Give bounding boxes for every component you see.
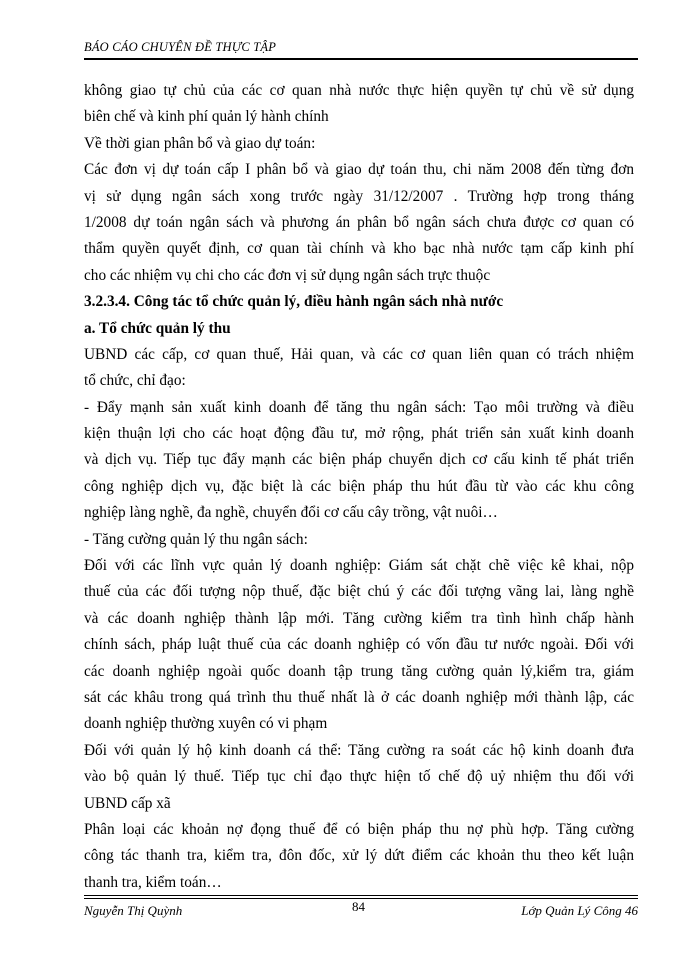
page-header: [84, 40, 638, 60]
text-line: và các doanh nghiệp thành lập mới. Tăng cường kiểm tra tình hình chấp hành: [84, 609, 634, 627]
text-line: thuế của các đối tượng nộp thuế, đặc biệt chú ý các đối tượng vãng lai, làng nghề: [84, 583, 634, 601]
page-footer: [84, 895, 638, 925]
text-line: doanh nghiệp thường xuyên có vi phạm: [84, 715, 328, 733]
text-line: UBND cấp xã: [84, 794, 171, 812]
header-divider: [84, 58, 638, 60]
text-line: không giao tự chủ của các cơ quan nhà nước thực hiện quyền tự chủ về sử dụng: [84, 82, 634, 99]
text-line: sát các khâu trong quá trình thu thuế nhất là ở các doanh nghiệp mới thành lập, các: [84, 688, 634, 706]
subsection-heading: a. Tổ chức quản lý thu: [84, 319, 231, 337]
document-body: [84, 78, 634, 896]
text-line: biên chế và kinh phí quản lý hành chính: [84, 108, 329, 126]
page-number: 84: [352, 899, 365, 914]
text-line: - Tăng cường quản lý thu ngân sách:: [84, 530, 308, 548]
section-heading: 3.2.3.4. Công tác tổ chức quản lý, điều hành ngân sách nhà nước: [84, 293, 504, 311]
text-line: UBND các cấp, cơ quan thuế, Hải quan, và các cơ quan liên quan có trách nhiệm: [84, 345, 634, 363]
class-name: Lớp Quản Lý Công 46: [521, 903, 638, 918]
footer-divider: [84, 895, 638, 896]
text-line: công nghiệp dịch vụ, đặc biệt là các biện pháp thu hút đầu từ vào các khu công: [84, 477, 634, 495]
text-line: chính sách, pháp luật thuế của các doanh nghiệp có vốn đầu tư nước ngoài. Đối với: [84, 636, 634, 654]
report-title: BÁO CÁO CHUYÊN ĐỀ THỰC TẬP: [84, 40, 277, 54]
text-line: Đối với các lĩnh vực quản lý doanh nghiệp: Giám sát chặt chẽ việc kê khai, nộp: [84, 557, 634, 575]
text-line: 1/2008 dự toán ngân sách và phương án phân bổ ngân sách chưa được cơ quan có: [84, 213, 634, 231]
text-line: Đối với quản lý hộ kinh doanh cá thể: Tăng cường ra soát các hộ kinh doanh đưa: [84, 741, 634, 759]
text-line: Về thời gian phân bổ và giao dự toán:: [84, 134, 316, 152]
text-line: Phân loại các khoản nợ đọng thuế để có biện pháp thu nợ phù hợp. Tăng cường: [84, 820, 634, 838]
text-line: và dịch vụ. Tiếp tục đẩy mạnh các biện pháp chuyển dịch cơ cấu kinh tế phát triển: [84, 451, 634, 469]
text-line: kiện thuận lợi cho các hoạt động đầu tư, mở rộng, phát triển sản xuất kinh doanh: [84, 425, 634, 443]
text-line: - Đẩy mạnh sản xuất kinh doanh để tăng thu ngân sách: Tạo môi trường và điều: [84, 398, 634, 416]
text-line: thẩm quyền quyết định, cơ quan tài chính và kho bạc nhà nước tạm cấp kinh phí: [84, 240, 634, 258]
text-line: vị sử dụng ngân sách xong trước ngày 31/12/2007 . Trường hợp trong tháng: [84, 187, 634, 205]
text-line: các doanh nghiệp ngoài quốc doanh tập trung tăng cường quản lý,kiểm tra, giám: [84, 662, 634, 680]
text-line: vào bộ quản lý thuế. Tiếp tục chỉ đạo thực hiện tố chế độ uỷ nhiệm thu đối với: [84, 768, 634, 786]
text-line: tổ chức, chỉ đạo:: [84, 372, 186, 390]
text-line: Các đơn vị dự toán cấp I phân bổ và giao dự toán thu, chi năm 2008 đến từng đơn: [84, 161, 634, 179]
text-line: nghiệp làng nghề, đa nghề, chuyển đổi cơ cấu cây trồng, vật nuôi…: [84, 504, 498, 522]
text-line: cho các nhiệm vụ chi cho các đơn vị sử dụng ngân sách trực thuộc: [84, 266, 491, 284]
text-line: công tác thanh tra, kiểm tra, đôn đốc, xử lý dứt điểm các khoản thu theo kết luận: [84, 847, 634, 865]
text-line: thanh tra, kiểm toán…: [84, 873, 222, 891]
author-name: Nguyễn Thị Quỳnh: [84, 903, 183, 918]
